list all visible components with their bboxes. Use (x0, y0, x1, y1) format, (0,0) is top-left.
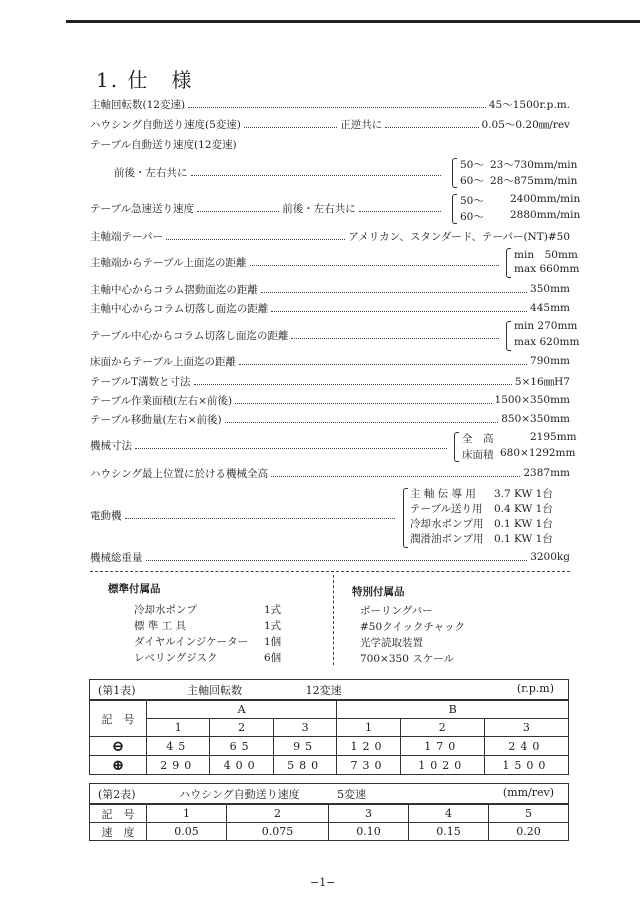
table-unit: (r.p.m) (516, 681, 554, 695)
table-col-header: 1 (147, 719, 210, 737)
spec-value: 3200kg (530, 551, 570, 563)
table-cell: 240 (484, 737, 568, 756)
dims-floor-key: 床面積 (462, 449, 494, 461)
spec-row-machine-dims (90, 437, 450, 453)
table-row (90, 737, 569, 756)
spec-value: 2387mm (523, 467, 570, 479)
spec-row-spindle-taper (90, 228, 570, 244)
table-col-header: 4 (408, 804, 488, 823)
spec-row-t-slots (90, 373, 570, 389)
spec-row-table-column-cutoff (90, 327, 502, 343)
spec-label: 機械総重量 (90, 551, 143, 564)
spec-row-table-feed-sub (114, 164, 444, 180)
std-acc-item: レベリングジスク (134, 652, 218, 664)
rapid-60-hz: 60～ (460, 211, 484, 223)
table-header-kigo: 記 号 (90, 700, 147, 737)
table-caption-row (90, 784, 569, 805)
table-row-label: 速 度 (90, 823, 147, 841)
spec-mid: 前後・左右共に (282, 202, 356, 215)
spindle-table-max: max 660mm (514, 263, 580, 275)
table-col-header: 1 (337, 719, 400, 737)
spindle-table-min: min 50mm (514, 249, 578, 261)
spec-row-work-area (90, 392, 570, 408)
spec-label: 機械寸法 (90, 439, 132, 452)
column-max: max 620mm (514, 336, 580, 348)
spec-mid: 正逆共に (340, 118, 383, 131)
rapid-50-val: 2400mm/min (510, 193, 581, 205)
minus-symbol-icon: ⊖ (90, 737, 147, 756)
table-row (90, 823, 569, 841)
table-title: 主軸回転数 (187, 683, 243, 697)
table-sub: 12変速 (305, 683, 342, 697)
spec-value: 45～1500r.p.m. (488, 98, 570, 111)
table-sub: 5変速 (337, 787, 367, 801)
brace (454, 432, 459, 462)
spec-value: 850×350mm (501, 413, 570, 425)
spindle-speed-table (89, 679, 569, 775)
spec-label: 主軸回転数(12変速) (90, 98, 186, 111)
spec-label: 主軸端からテーブル上面迄の距離 (90, 256, 247, 269)
spec-label: テーブル急速送り速度 (90, 202, 195, 215)
spec-label: テーブル自動送り速度(12変速) (90, 138, 237, 151)
table-cell: 290 (147, 756, 210, 775)
spec-row-spindle-to-table (90, 254, 502, 270)
feed-50-val: 23～730mm/min (490, 159, 578, 171)
table-cell: 0.15 (408, 823, 488, 841)
table-col-header: 2 (210, 719, 273, 737)
motor-table-val: 0.4 KW 1台 (494, 503, 553, 515)
table-cell: 170 (400, 737, 484, 756)
top-rule (66, 20, 640, 23)
table-caption: (第2表) (98, 787, 136, 801)
spec-label: ハウシング最上位置に於ける機械全高 (90, 467, 269, 480)
spec-row-table-feed (90, 136, 570, 152)
spec-label: 主軸端テーパー (90, 230, 163, 243)
spec-value: 445mm (530, 302, 570, 314)
spec-row-max-height (90, 465, 570, 481)
table-col-header: 2 (227, 804, 329, 823)
brace (506, 248, 511, 278)
motor-lube-val: 0.1 KW 1台 (494, 533, 553, 545)
motor-table-key: テーブル送り用 (410, 503, 483, 515)
spec-label: ハウシング自動送り速度(5変速) (90, 118, 241, 131)
table-col-header: 3 (328, 804, 408, 823)
spec-label: 主軸中心からコラム切落し面迄の距離 (90, 302, 269, 315)
table-header-group-a: A (147, 700, 337, 719)
spec-label: 主軸中心からコラム摺動面迄の距離 (90, 283, 258, 296)
feed-60-val: 28～875mm/min (490, 175, 578, 187)
std-acc-item: 冷却水ポンプ (134, 604, 197, 616)
dims-height-val: 2195mm (530, 431, 577, 443)
table-col-header: 2 (400, 719, 484, 737)
spec-row-weight (90, 549, 570, 565)
rapid-60-val: 2880mm/min (510, 209, 581, 221)
std-acc-qty: 1個 (264, 636, 282, 648)
table-col-header: 5 (488, 804, 568, 823)
spec-row-floor-to-table (90, 353, 570, 369)
plus-symbol-icon: ⊕ (90, 756, 147, 775)
rapid-50-hz: 50～ (460, 195, 484, 207)
spec-value: 1500×350mm (494, 394, 570, 406)
spec-row-spindle-speed (90, 96, 570, 112)
table-unit: (mm/rev) (502, 785, 554, 799)
motor-spindle-key: 主 軸 伝 導 用 (410, 488, 476, 500)
table-cell: 120 (337, 737, 400, 756)
dims-height-key: 全 高 (462, 433, 494, 445)
special-acc-item: 700×350 スケール (360, 653, 455, 665)
housing-feed-table (89, 783, 569, 841)
table-col-header: 3 (273, 719, 336, 737)
special-acc-title: 特別付属品 (352, 586, 405, 598)
std-acc-title: 標準付属品 (108, 583, 161, 595)
spec-value: 790mm (530, 355, 570, 367)
table-row (90, 756, 569, 775)
column-min: min 270mm (514, 320, 578, 332)
separator (90, 571, 570, 572)
feed-60-hz: 60～ (460, 175, 484, 187)
table-cell: 730 (337, 756, 400, 775)
table-header-group-b: B (337, 700, 569, 719)
spec-label: テーブルT溝数と寸法 (90, 375, 191, 388)
brace (452, 158, 457, 188)
table-caption-row (90, 680, 569, 701)
std-acc-qty: 1式 (264, 620, 282, 632)
std-acc-qty: 6個 (264, 652, 282, 664)
table-header-kigo: 記 号 (90, 804, 147, 823)
table-cell: 0.10 (328, 823, 408, 841)
spec-value: 0.05～0.20㎜/rev (481, 118, 570, 131)
motor-lube-key: 潤滑油ポンプ用 (410, 533, 484, 545)
spec-value: 5×16㎜H7 (514, 375, 570, 388)
dims-floor-val: 680×1292mm (500, 447, 576, 459)
spec-row-column-cutoff (90, 300, 570, 316)
page-number: −1− (310, 876, 336, 889)
special-acc-item: 光学読取装置 (360, 637, 423, 649)
page-heading: 1. 仕 様 (96, 68, 194, 92)
table-cell: 1020 (400, 756, 484, 775)
spec-row-housing-feed (90, 116, 570, 132)
special-acc-item: #50クイックチャック (360, 621, 466, 633)
motor-coolant-val: 0.1 KW 1台 (494, 518, 553, 530)
table-cell: 400 (210, 756, 273, 775)
std-acc-item: 標 準 工 具 (134, 620, 187, 632)
table-col-header: 1 (147, 804, 227, 823)
motor-coolant-key: 冷却水ポンプ用 (410, 518, 484, 530)
table-caption: (第1表) (98, 683, 136, 697)
table-cell: 0.20 (488, 823, 568, 841)
spec-label: テーブル作業面積(左右×前後) (90, 394, 233, 407)
std-acc-item: ダイヤルインジケーター (134, 636, 249, 648)
spec-row-travel (90, 411, 570, 427)
std-acc-qty: 1式 (264, 604, 282, 616)
special-acc-item: ボーリングバー (360, 605, 433, 617)
spec-row-column-slide (90, 281, 570, 297)
spec-row-rapid-feed (90, 200, 444, 216)
brace (506, 321, 511, 351)
brace (403, 488, 408, 548)
spec-label: テーブル中心からコラム切落し面迄の距離 (90, 329, 289, 342)
spec-value: 350mm (530, 283, 570, 295)
motor-spindle-val: 3.7 KW 1台 (494, 488, 553, 500)
table-cell: 0.075 (227, 823, 329, 841)
table-col-header: 3 (484, 719, 568, 737)
spec-label: 電動機 (90, 509, 122, 522)
spec-label: テーブル移動量(左右×前後) (90, 413, 222, 426)
spec-label: 前後・左右共に (114, 166, 188, 179)
brace (452, 194, 457, 224)
table-cell: 580 (273, 756, 336, 775)
table-cell: 1500 (484, 756, 568, 775)
separator-vertical (333, 575, 334, 665)
table-cell: 0.05 (147, 823, 227, 841)
table-cell: 65 (210, 737, 273, 756)
feed-50-hz: 50～ (460, 159, 484, 171)
table-cell: 95 (273, 737, 336, 756)
spec-value: アメリカン、スタンダード、テーパー(NT)#50 (348, 230, 570, 243)
spec-row-motors (90, 507, 398, 523)
spec-label: 床面からテーブル上面迄の距離 (90, 355, 237, 368)
table-title: ハウシング自動送り速度 (179, 787, 300, 801)
table-cell: 45 (147, 737, 210, 756)
